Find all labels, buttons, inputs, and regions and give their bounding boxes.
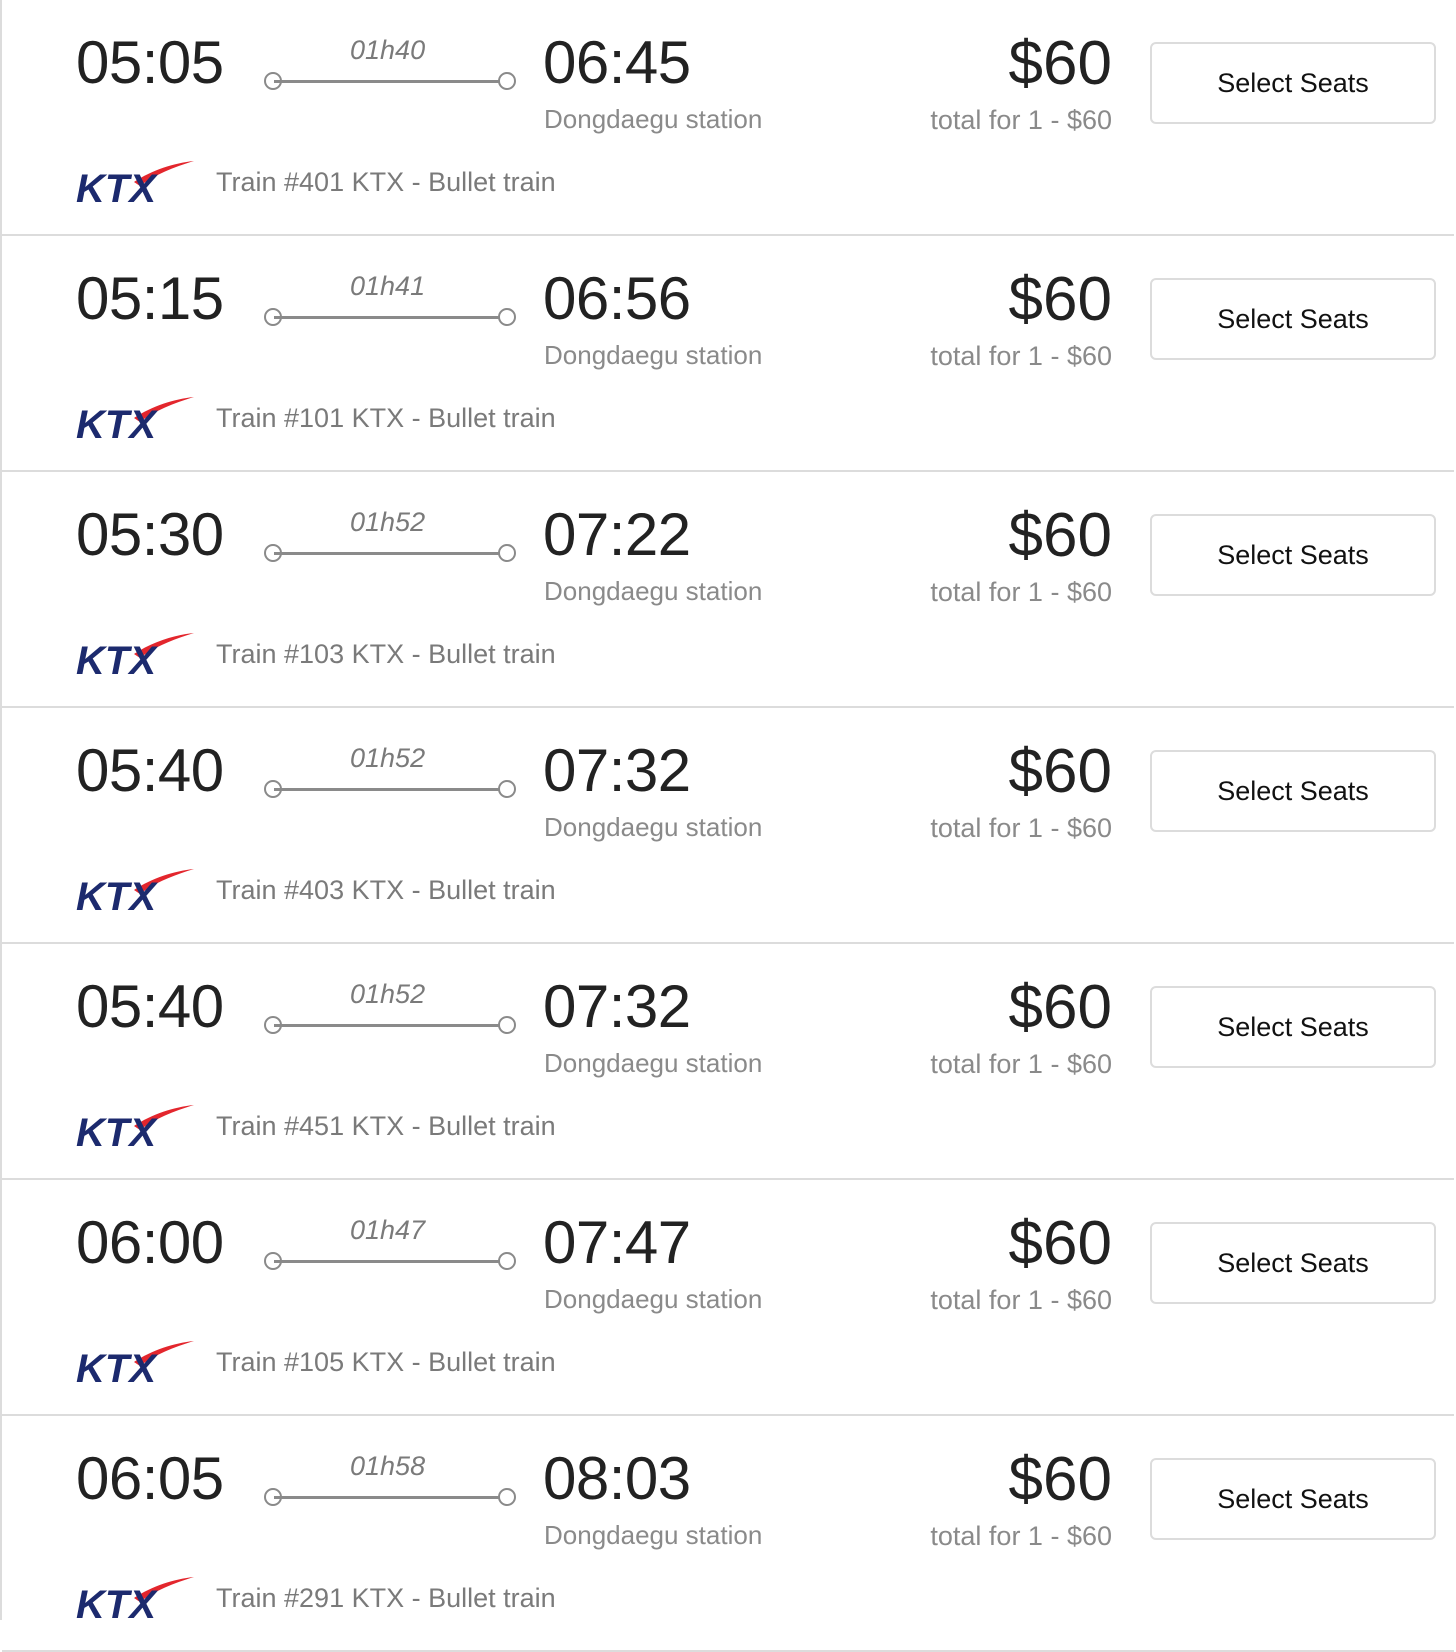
arrival-station: Dongdaegu station bbox=[544, 1048, 763, 1078]
trip-duration: 01h40 bbox=[350, 35, 426, 65]
train-result-row bbox=[2, 472, 1454, 708]
destination-dot bbox=[498, 1016, 516, 1034]
departure-time: 06:00 bbox=[76, 1209, 224, 1276]
fare-price: $60 bbox=[1008, 29, 1112, 98]
route-line bbox=[264, 1016, 516, 1036]
route-line bbox=[264, 1488, 516, 1508]
trip-duration: 01h52 bbox=[350, 979, 426, 1009]
ktx-logo-icon bbox=[76, 394, 198, 444]
ktx-logo-text: KTX bbox=[76, 403, 156, 444]
route-line-bar bbox=[274, 316, 506, 319]
departure-time: 05:15 bbox=[76, 265, 224, 332]
arrival-time: 08:03 bbox=[543, 1445, 691, 1512]
route-line bbox=[264, 72, 516, 92]
fare-price: $60 bbox=[1008, 737, 1112, 806]
ktx-logo-text: KTX bbox=[76, 1583, 156, 1624]
route-line-bar bbox=[274, 1260, 506, 1263]
fare-total: total for 1 - $60 bbox=[930, 1285, 1112, 1315]
ktx-logo-icon bbox=[76, 866, 198, 916]
trip-duration: 01h58 bbox=[350, 1451, 426, 1481]
fare-total: total for 1 - $60 bbox=[930, 813, 1112, 843]
select-seats-button[interactable]: Select Seats bbox=[1150, 750, 1436, 832]
ktx-logo-icon bbox=[76, 1102, 198, 1152]
route-line bbox=[264, 544, 516, 564]
ktx-logo-text: KTX bbox=[76, 167, 156, 208]
fare-price: $60 bbox=[1008, 1209, 1112, 1278]
arrival-time: 06:45 bbox=[543, 29, 691, 96]
fare-total: total for 1 - $60 bbox=[930, 1049, 1112, 1079]
destination-dot bbox=[498, 308, 516, 326]
train-info: Train #291 KTX - Bullet train bbox=[216, 1583, 556, 1613]
trip-duration: 01h41 bbox=[350, 271, 426, 301]
arrival-time: 06:56 bbox=[543, 265, 691, 332]
train-result-row bbox=[2, 708, 1454, 944]
trip-duration: 01h52 bbox=[350, 507, 426, 537]
route-line-bar bbox=[274, 1024, 506, 1027]
select-seats-button[interactable]: Select Seats bbox=[1150, 1458, 1436, 1540]
departure-time: 05:05 bbox=[76, 29, 224, 96]
ktx-logo-icon bbox=[76, 1574, 198, 1624]
train-info: Train #101 KTX - Bullet train bbox=[216, 403, 556, 433]
train-info: Train #451 KTX - Bullet train bbox=[216, 1111, 556, 1141]
route-line-bar bbox=[274, 1496, 506, 1499]
select-seats-button[interactable]: Select Seats bbox=[1150, 986, 1436, 1068]
trip-duration: 01h52 bbox=[350, 743, 426, 773]
select-seats-button[interactable]: Select Seats bbox=[1150, 1222, 1436, 1304]
select-seats-button[interactable]: Select Seats bbox=[1150, 42, 1436, 124]
fare-price: $60 bbox=[1008, 1445, 1112, 1514]
destination-dot bbox=[498, 544, 516, 562]
arrival-time: 07:47 bbox=[543, 1209, 691, 1276]
fare-price: $60 bbox=[1008, 265, 1112, 334]
destination-dot bbox=[498, 1252, 516, 1270]
ktx-logo-icon bbox=[76, 1338, 198, 1388]
ktx-logo-icon bbox=[76, 158, 198, 208]
route-line bbox=[264, 1252, 516, 1272]
arrival-station: Dongdaegu station bbox=[544, 340, 763, 370]
train-info: Train #401 KTX - Bullet train bbox=[216, 167, 556, 197]
arrival-time: 07:22 bbox=[543, 501, 691, 568]
destination-dot bbox=[498, 1488, 516, 1506]
arrival-station: Dongdaegu station bbox=[544, 1520, 763, 1550]
ktx-logo-icon bbox=[76, 630, 198, 680]
train-info: Train #105 KTX - Bullet train bbox=[216, 1347, 556, 1377]
destination-dot bbox=[498, 72, 516, 90]
ktx-logo-text: KTX bbox=[76, 1111, 156, 1152]
ktx-logo-text: KTX bbox=[76, 639, 156, 680]
departure-time: 05:40 bbox=[76, 973, 224, 1040]
ktx-logo-text: KTX bbox=[76, 1347, 156, 1388]
arrival-station: Dongdaegu station bbox=[544, 812, 763, 842]
route-line-bar bbox=[274, 788, 506, 791]
select-seats-button[interactable]: Select Seats bbox=[1150, 514, 1436, 596]
fare-total: total for 1 - $60 bbox=[930, 341, 1112, 371]
arrival-station: Dongdaegu station bbox=[544, 576, 763, 606]
departure-time: 06:05 bbox=[76, 1445, 224, 1512]
train-result-row bbox=[2, 944, 1454, 1180]
train-result-row bbox=[2, 1416, 1454, 1652]
fare-price: $60 bbox=[1008, 973, 1112, 1042]
ktx-logo-text: KTX bbox=[76, 875, 156, 916]
train-info: Train #103 KTX - Bullet train bbox=[216, 639, 556, 669]
train-result-row bbox=[2, 236, 1454, 472]
departure-time: 05:40 bbox=[76, 737, 224, 804]
train-result-row bbox=[2, 1180, 1454, 1416]
arrival-time: 07:32 bbox=[543, 973, 691, 1040]
train-result-row bbox=[2, 0, 1454, 236]
route-line bbox=[264, 780, 516, 800]
departure-time: 05:30 bbox=[76, 501, 224, 568]
route-line bbox=[264, 308, 516, 328]
fare-price: $60 bbox=[1008, 501, 1112, 570]
route-line-bar bbox=[274, 80, 506, 83]
fare-total: total for 1 - $60 bbox=[930, 577, 1112, 607]
train-info: Train #403 KTX - Bullet train bbox=[216, 875, 556, 905]
fare-total: total for 1 - $60 bbox=[930, 1521, 1112, 1551]
route-line-bar bbox=[274, 552, 506, 555]
destination-dot bbox=[498, 780, 516, 798]
trip-duration: 01h47 bbox=[350, 1215, 426, 1245]
fare-total: total for 1 - $60 bbox=[930, 105, 1112, 135]
arrival-time: 07:32 bbox=[543, 737, 691, 804]
select-seats-button[interactable]: Select Seats bbox=[1150, 278, 1436, 360]
arrival-station: Dongdaegu station bbox=[544, 104, 763, 134]
arrival-station: Dongdaegu station bbox=[544, 1284, 763, 1314]
